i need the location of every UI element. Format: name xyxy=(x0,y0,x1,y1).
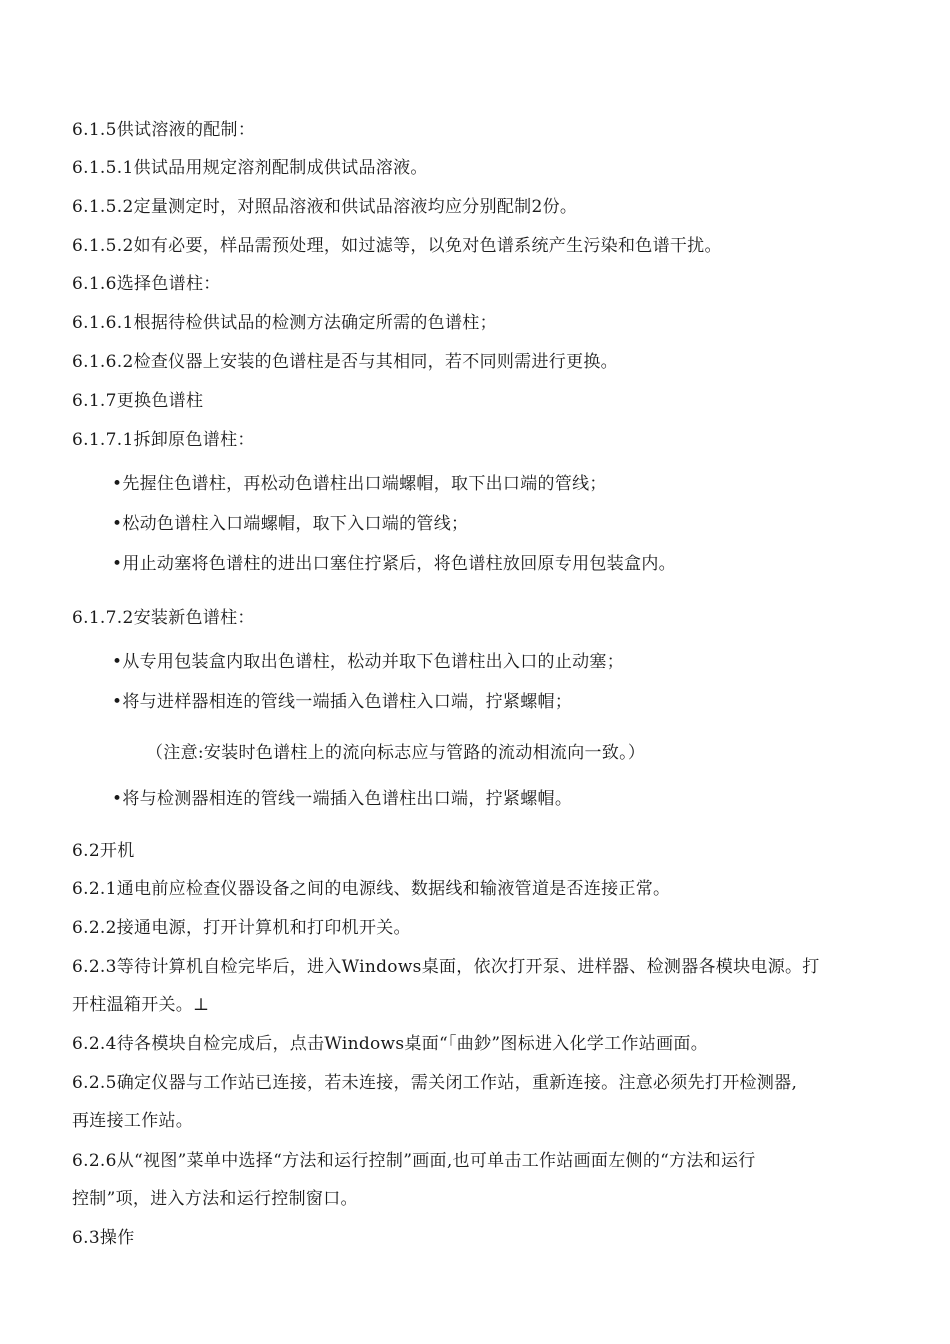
paragraph-line: 控制”项，进入方法和运行控制窗口。 xyxy=(72,1189,358,1209)
paragraph-line: 开柱温箱开关。⊥ xyxy=(72,995,210,1015)
subsection-heading: 6.1.7.1拆卸原色谱柱： xyxy=(72,430,255,450)
section-heading: 6.2开机 xyxy=(72,841,135,861)
paragraph-line: 再连接工作站。 xyxy=(72,1111,194,1131)
bullet-item: •将与检测器相连的管线一端插入色谱柱出口端，拧紧螺帽。 xyxy=(112,789,573,809)
bullet-item: •松动色谱柱入口端螺帽，取下入口端的管线； xyxy=(112,514,469,534)
paragraph-line: 6.1.6.1根据待检供试品的检测方法确定所需的色谱柱； xyxy=(72,313,497,333)
section-heading: 6.1.5供试溶液的配制： xyxy=(72,120,256,140)
paragraph-line: 6.1.5.2如有必要，样品需预处理，如过滤等，以免对色谱系统产生污染和色谱干扰。 xyxy=(72,236,722,256)
bullet-item: •将与进样器相连的管线一端插入色谱柱入口端，拧紧螺帽； xyxy=(112,692,573,712)
paragraph-line: 6.2.5确定仪器与工作站已连接，若未连接，需关闭工作站，重新连接。注意必须先打开检测器, xyxy=(72,1073,798,1093)
subsection-heading: 6.1.7.2安装新色谱柱： xyxy=(72,608,255,628)
section-heading: 6.1.6选择色谱柱： xyxy=(72,274,221,294)
paragraph-line: 6.2.6从“视图”菜单中选择“方法和运行控制”画面,也可单击工作站画面左侧的“方法和运行 xyxy=(72,1151,756,1171)
section-heading: 6.1.7更换色谱柱 xyxy=(72,391,204,411)
paragraph-line: 6.2.3等待计算机自检完毕后，进入Windows桌面，依次打开泵、进样器、检测器各模块电源。打 xyxy=(72,957,820,977)
paragraph-line: 6.2.2接通电源，打开计算机和打印机开关。 xyxy=(72,918,411,938)
paragraph-line: 6.1.5.1供试品用规定溶剂配制成供试品溶液。 xyxy=(72,158,428,178)
paragraph-line: 6.1.6.2检查仪器上安装的色谱柱是否与其相同，若不同则需进行更换。 xyxy=(72,352,618,372)
section-heading: 6.3操作 xyxy=(72,1228,135,1248)
paragraph-line: 6.2.4待各模块自检完成后，点击Windows桌面“「曲鈔”图标进入化学工作站画面。 xyxy=(72,1034,708,1054)
paragraph-line: 6.1.5.2定量测定时，对照品溶液和供试品溶液均应分别配制2份。 xyxy=(72,197,578,217)
bullet-item: •先握住色谱柱，再松动色谱柱出口端螺帽，取下出口端的管线； xyxy=(112,474,607,494)
bullet-item: •用止动塞将色谱柱的进出口塞住拧紧后，将色谱柱放回原专用包装盒内。 xyxy=(112,554,676,574)
bullet-item: •从专用包装盒内取出色谱柱，松动并取下色谱柱出入口的止动塞； xyxy=(112,652,625,672)
note-text: （注意:安装时色谱柱上的流向标志应与管路的流动相流向一致。） xyxy=(146,743,646,763)
paragraph-line: 6.2.1通电前应检查仪器设备之间的电源线、数据线和输液管道是否连接正常。 xyxy=(72,879,671,899)
